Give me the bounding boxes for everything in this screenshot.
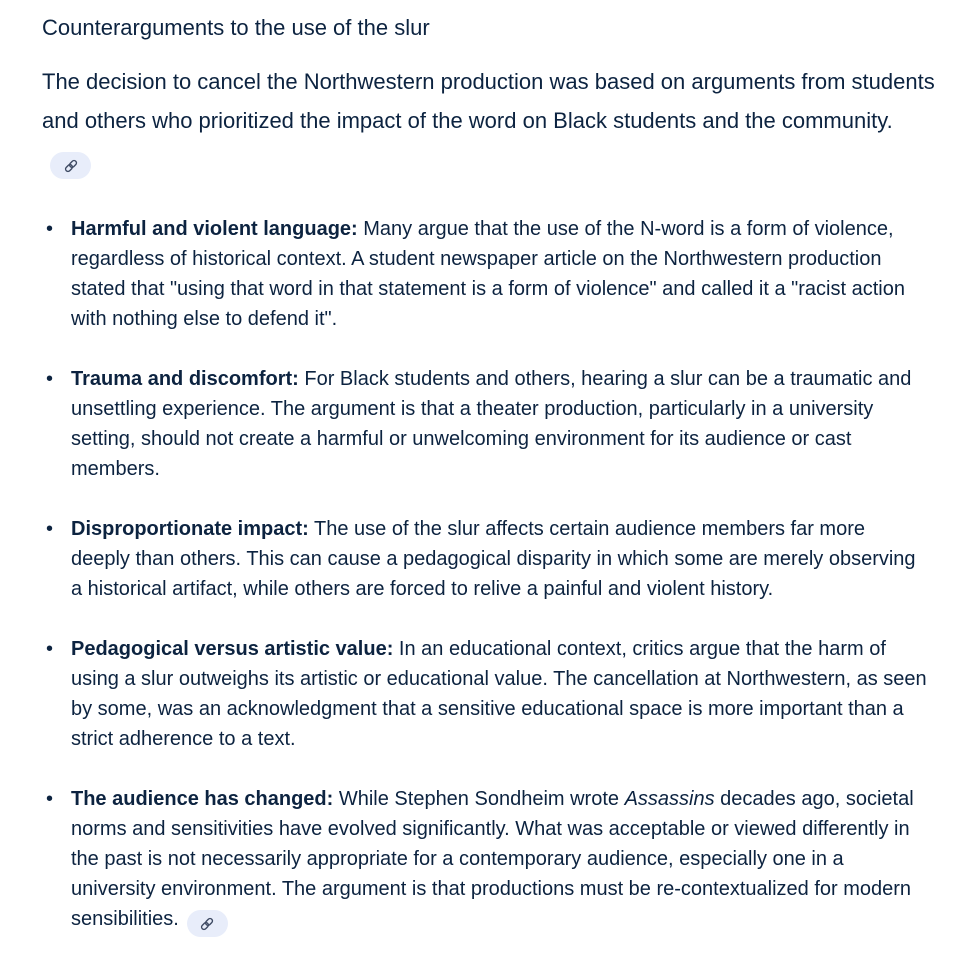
bullet-lead: Disproportionate impact: [71, 517, 309, 540]
list-item [42, 214, 927, 334]
list-item [42, 634, 927, 754]
citation-pill[interactable] [187, 910, 228, 937]
bullet-text: In an educational context, critics argue that the harm of using a slur outweighs its artistic or educational value. The cancellation at Northwestern, as seen by some, was an acknowledgment that a sensitive educational space is more important than a strict adherence to a text. [71, 637, 927, 750]
counterargument-list [42, 214, 927, 938]
bullet-text: decades ago, societal norms and sensitivities have evolved significantly. What was acceptable or viewed differently in the past is not necessarily appropriate for a contemporary audience, especially one in a university environment. The argument is that productions must be re-contextualized for modern sensibilities. [71, 787, 914, 930]
list-item [42, 514, 927, 604]
bullet-text: For Black students and others, hearing a slur can be a traumatic and unsettling experience. The argument is that a theater production, particularly in a university setting, should not create a harmful or unwelcoming environment for its audience or cast members. [71, 367, 912, 480]
bullet-text: Many argue that the use of the N-word is a form of violence, regardless of historical context. A student newspaper article on the Northwestern production stated that "using that word in that statement is a form of violence" and called it a "racist action with nothing else to defend it". [71, 217, 905, 330]
bullet-lead: Harmful and violent language: [71, 217, 358, 240]
section-heading: Counterarguments to the use of the slur [42, 15, 430, 40]
bullet-lead: The audience has changed: [71, 787, 334, 810]
link-icon [63, 158, 79, 174]
bullet-text: While Stephen Sondheim wrote [333, 787, 625, 810]
intro-text: The decision to cancel the Northwestern production was based on arguments from students and others who prioritized the impact of the word on Black students and the community. [42, 68, 935, 133]
list-item [42, 784, 927, 938]
bullet-lead: Trauma and discomfort: [71, 367, 299, 390]
link-icon [199, 916, 215, 932]
bullet-text: Assassins [624, 787, 715, 810]
bullet-text: The use of the slur affects certain audience members far more deeply than others. This can cause a pedagogical disparity in which some are merely observing a historical artifact, while others are forced to relive a painful and violent history. [71, 517, 916, 600]
intro-paragraph [42, 63, 938, 180]
citation-pill[interactable] [50, 152, 91, 179]
bullet-lead: Pedagogical versus artistic value: [71, 637, 394, 660]
list-item [42, 364, 927, 484]
